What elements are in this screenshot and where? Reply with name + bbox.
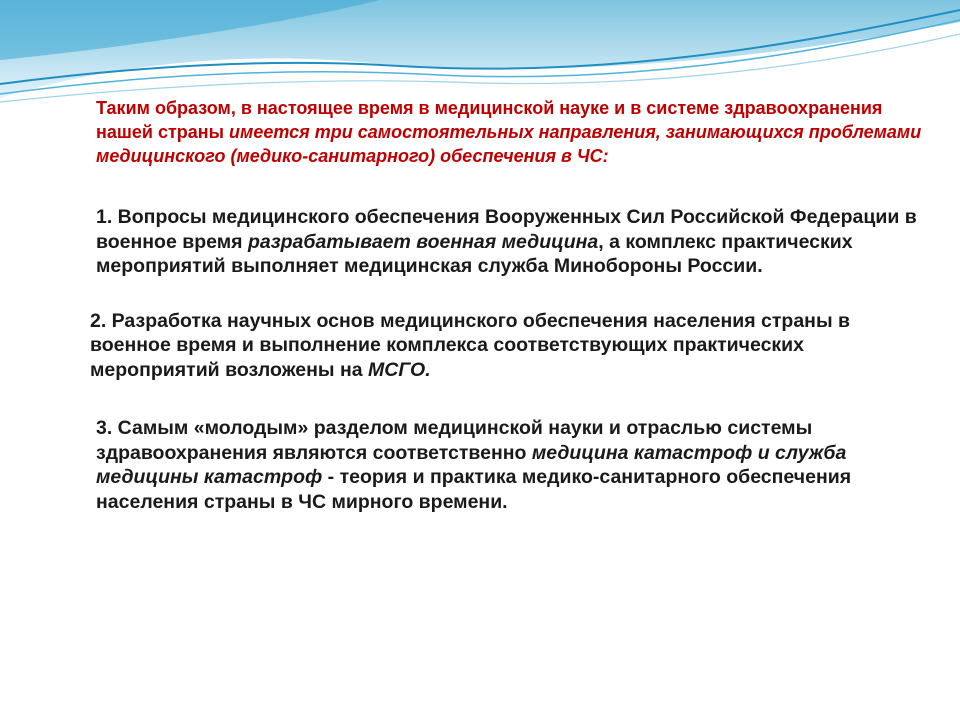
item-2-emphasis: МСГО. [368,358,431,381]
item-3-text-end: - теория и практика медико-санитарного обеспечения населения страны в ЧС мирного времени. [96,466,852,513]
intro-emphasis: имеется три самостоятельных направления, занимающихся проблемами медицинского (медико-санитарного) обеспечения в ЧС: [96,122,922,166]
intro-paragraph [58,96,928,168]
wave-header-decoration [0,0,960,110]
item-1-text-end: , а комплекс практических мероприятий выполняет медицинская служба Минобороны России. [96,230,853,277]
item-3-emphasis: медицина катастроф и служба медицины катастроф [96,441,847,488]
item-2-text: 2. Разработка научных основ медицинского обеспечения населения страны в военное время и выполнение комплекса соответствующих практических мероприятий возложены на [90,309,851,381]
item-1-text: 1. Вопросы медицинского обеспечения Вооруженных Сил Российской Федерации в военное время [96,206,917,253]
intro-text: Таким образом, в настоящее время в медицинской науке и в системе здравоохранения нашей страны [96,98,883,142]
item-1-paragraph [58,205,928,279]
slide-body [58,96,928,514]
item-2-paragraph [58,309,928,383]
item-3-paragraph [58,416,928,514]
item-1-emphasis: разрабатывает военная медицина [247,230,599,253]
item-3-text: 3. Самым «молодым» разделом медицинской науки и отраслью системы здравоохранения являются соответственно [96,417,813,464]
